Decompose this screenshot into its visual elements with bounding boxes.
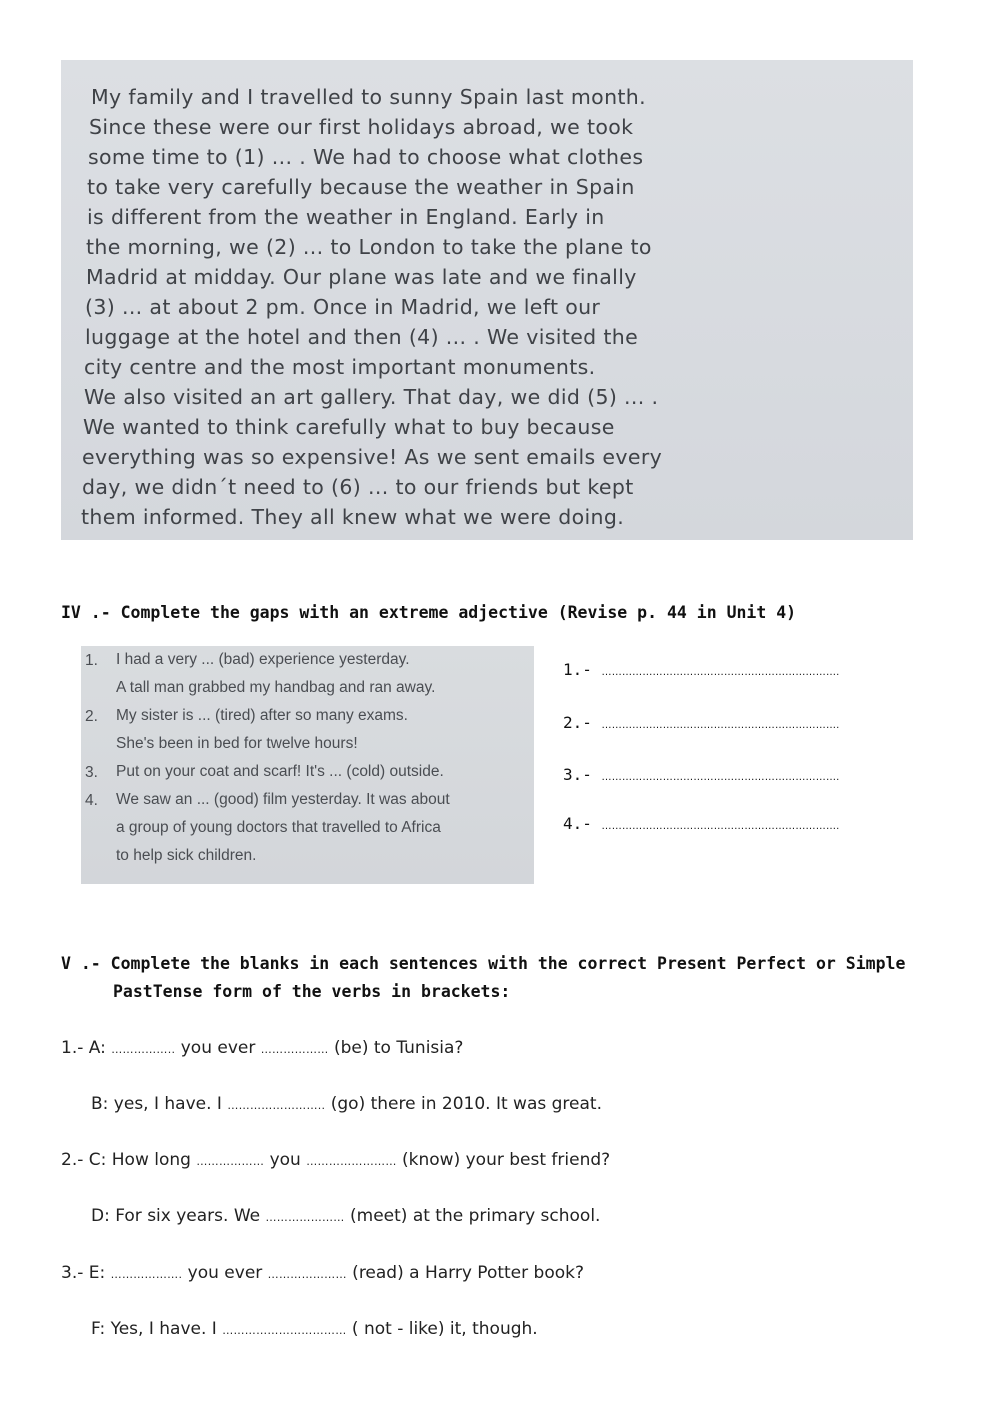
passage-line: Since these were our first holidays abroad, we took	[89, 115, 634, 139]
exercise-line: to help sick children.	[116, 847, 257, 864]
line-text: ( not - like) it, though.	[346, 1319, 538, 1339]
blank[interactable]: ……………………………	[222, 1324, 347, 1337]
answer-label: 2.-	[563, 713, 592, 732]
passage-line: day, we didn´t need to (6) ... to our friends but kept	[82, 475, 634, 499]
passage-line: to take very carefully because the weather in Spain	[87, 175, 635, 199]
passage-line: some time to (1) ... . We had to choose what clothes	[88, 145, 644, 169]
answer-blank[interactable]: …………………………………………………………….	[601, 772, 840, 783]
line-text: (be) to Tunisia?	[328, 1038, 464, 1058]
passage-line: everything was so expensive! As we sent emails every	[82, 445, 663, 469]
blank[interactable]: ……………..	[111, 1043, 176, 1056]
line-text: 1.- A:	[61, 1038, 112, 1058]
line-text: (meet) at the primary school.	[344, 1206, 601, 1226]
blank[interactable]: ………………	[260, 1043, 329, 1056]
section-iv-heading: IV .- Complete the gaps with an extreme adjective (Revise p. 44 in Unit 4)	[61, 603, 797, 622]
passage-line: is different from the weather in England. Early in	[87, 205, 605, 229]
exercise-number: 4.	[85, 792, 98, 809]
passage-line: (3) ... at about 2 pm. Once in Madrid, we left our	[85, 295, 601, 319]
question-line	[61, 1150, 610, 1170]
blank[interactable]: …………………	[265, 1211, 345, 1224]
blank[interactable]: ……………….	[110, 1268, 183, 1281]
answer-line	[91, 1206, 600, 1226]
answer-line-1[interactable]	[563, 660, 840, 679]
extreme-adjective-exercise-photo	[81, 646, 534, 884]
blank[interactable]: ……………………	[306, 1155, 397, 1168]
exercise-line: She's been in bed for twelve hours!	[116, 735, 358, 752]
exercise-number: 2.	[85, 708, 98, 725]
line-text: you ever	[175, 1038, 261, 1058]
answer-blank[interactable]: …………………………………………………………….	[601, 667, 840, 678]
line-text: 2.- C: How long	[61, 1150, 197, 1170]
passage-line: luggage at the hotel and then (4) ... . We visited the	[85, 325, 639, 349]
answer-label: 4.-	[563, 814, 592, 833]
question-line	[61, 1263, 584, 1283]
line-text: D: For six years. We	[91, 1206, 266, 1226]
section-v-heading-cont: PastTense form of the verbs in brackets:	[113, 982, 511, 1001]
line-text: F: Yes, I have. I	[91, 1319, 223, 1339]
line-text: 3.- E:	[61, 1263, 111, 1283]
answer-line-3[interactable]	[563, 765, 840, 784]
question-line	[61, 1038, 463, 1058]
answer-label: 1.-	[563, 660, 592, 679]
exercise-line: We saw an ... (good) film yesterday. It was about	[116, 791, 450, 808]
line-text: (know) your best friend?	[396, 1150, 611, 1170]
passage-line: city centre and the most important monuments.	[84, 355, 596, 379]
reading-passage-photo	[61, 60, 913, 540]
passage-line: My family and I travelled to sunny Spain last month.	[91, 85, 647, 109]
line-text: you ever	[182, 1263, 268, 1283]
passage-line: We wanted to think carefully what to buy because	[83, 415, 615, 439]
exercise-line: Put on your coat and scarf! It's ... (cold) outside.	[116, 763, 444, 780]
answer-line-2[interactable]	[563, 713, 840, 732]
section-v-heading: V .- Complete the blanks in each sentences with the correct Present Perfect or Simple	[61, 954, 906, 973]
exercise-line: a group of young doctors that travelled to Africa	[116, 819, 441, 836]
line-text: B: yes, I have. I	[91, 1094, 228, 1114]
exercise-line: My sister is ... (tired) after so many exams.	[116, 707, 408, 724]
exercise-line: I had a very ... (bad) experience yesterday.	[116, 651, 410, 668]
passage-line: Madrid at midday. Our plane was late and we finally	[86, 265, 637, 289]
answer-line	[91, 1094, 602, 1114]
line-text: (go) there in 2010. It was great.	[325, 1094, 602, 1114]
answer-line-4[interactable]	[563, 814, 840, 833]
blank[interactable]: ………………	[196, 1155, 265, 1168]
answer-label: 3.-	[563, 765, 592, 784]
exercise-line: A tall man grabbed my handbag and ran away.	[116, 679, 436, 696]
passage-line: the morning, we (2) ... to London to take the plane to	[86, 235, 652, 259]
line-text: you	[264, 1150, 307, 1170]
answer-blank[interactable]: …………………………………………………………….	[601, 720, 840, 731]
line-text: (read) a Harry Potter book?	[346, 1263, 584, 1283]
blank[interactable]: ……………………..	[227, 1099, 326, 1112]
passage-line: We also visited an art gallery. That day, we did (5) ... .	[84, 385, 659, 409]
passage-line: them informed. They all knew what we were doing.	[81, 505, 625, 529]
exercise-number: 3.	[85, 764, 98, 781]
answer-line	[91, 1319, 538, 1339]
exercise-number: 1.	[85, 652, 98, 669]
blank[interactable]: …………………	[267, 1268, 347, 1281]
answer-blank[interactable]: …………………………………………………………….	[601, 821, 840, 832]
